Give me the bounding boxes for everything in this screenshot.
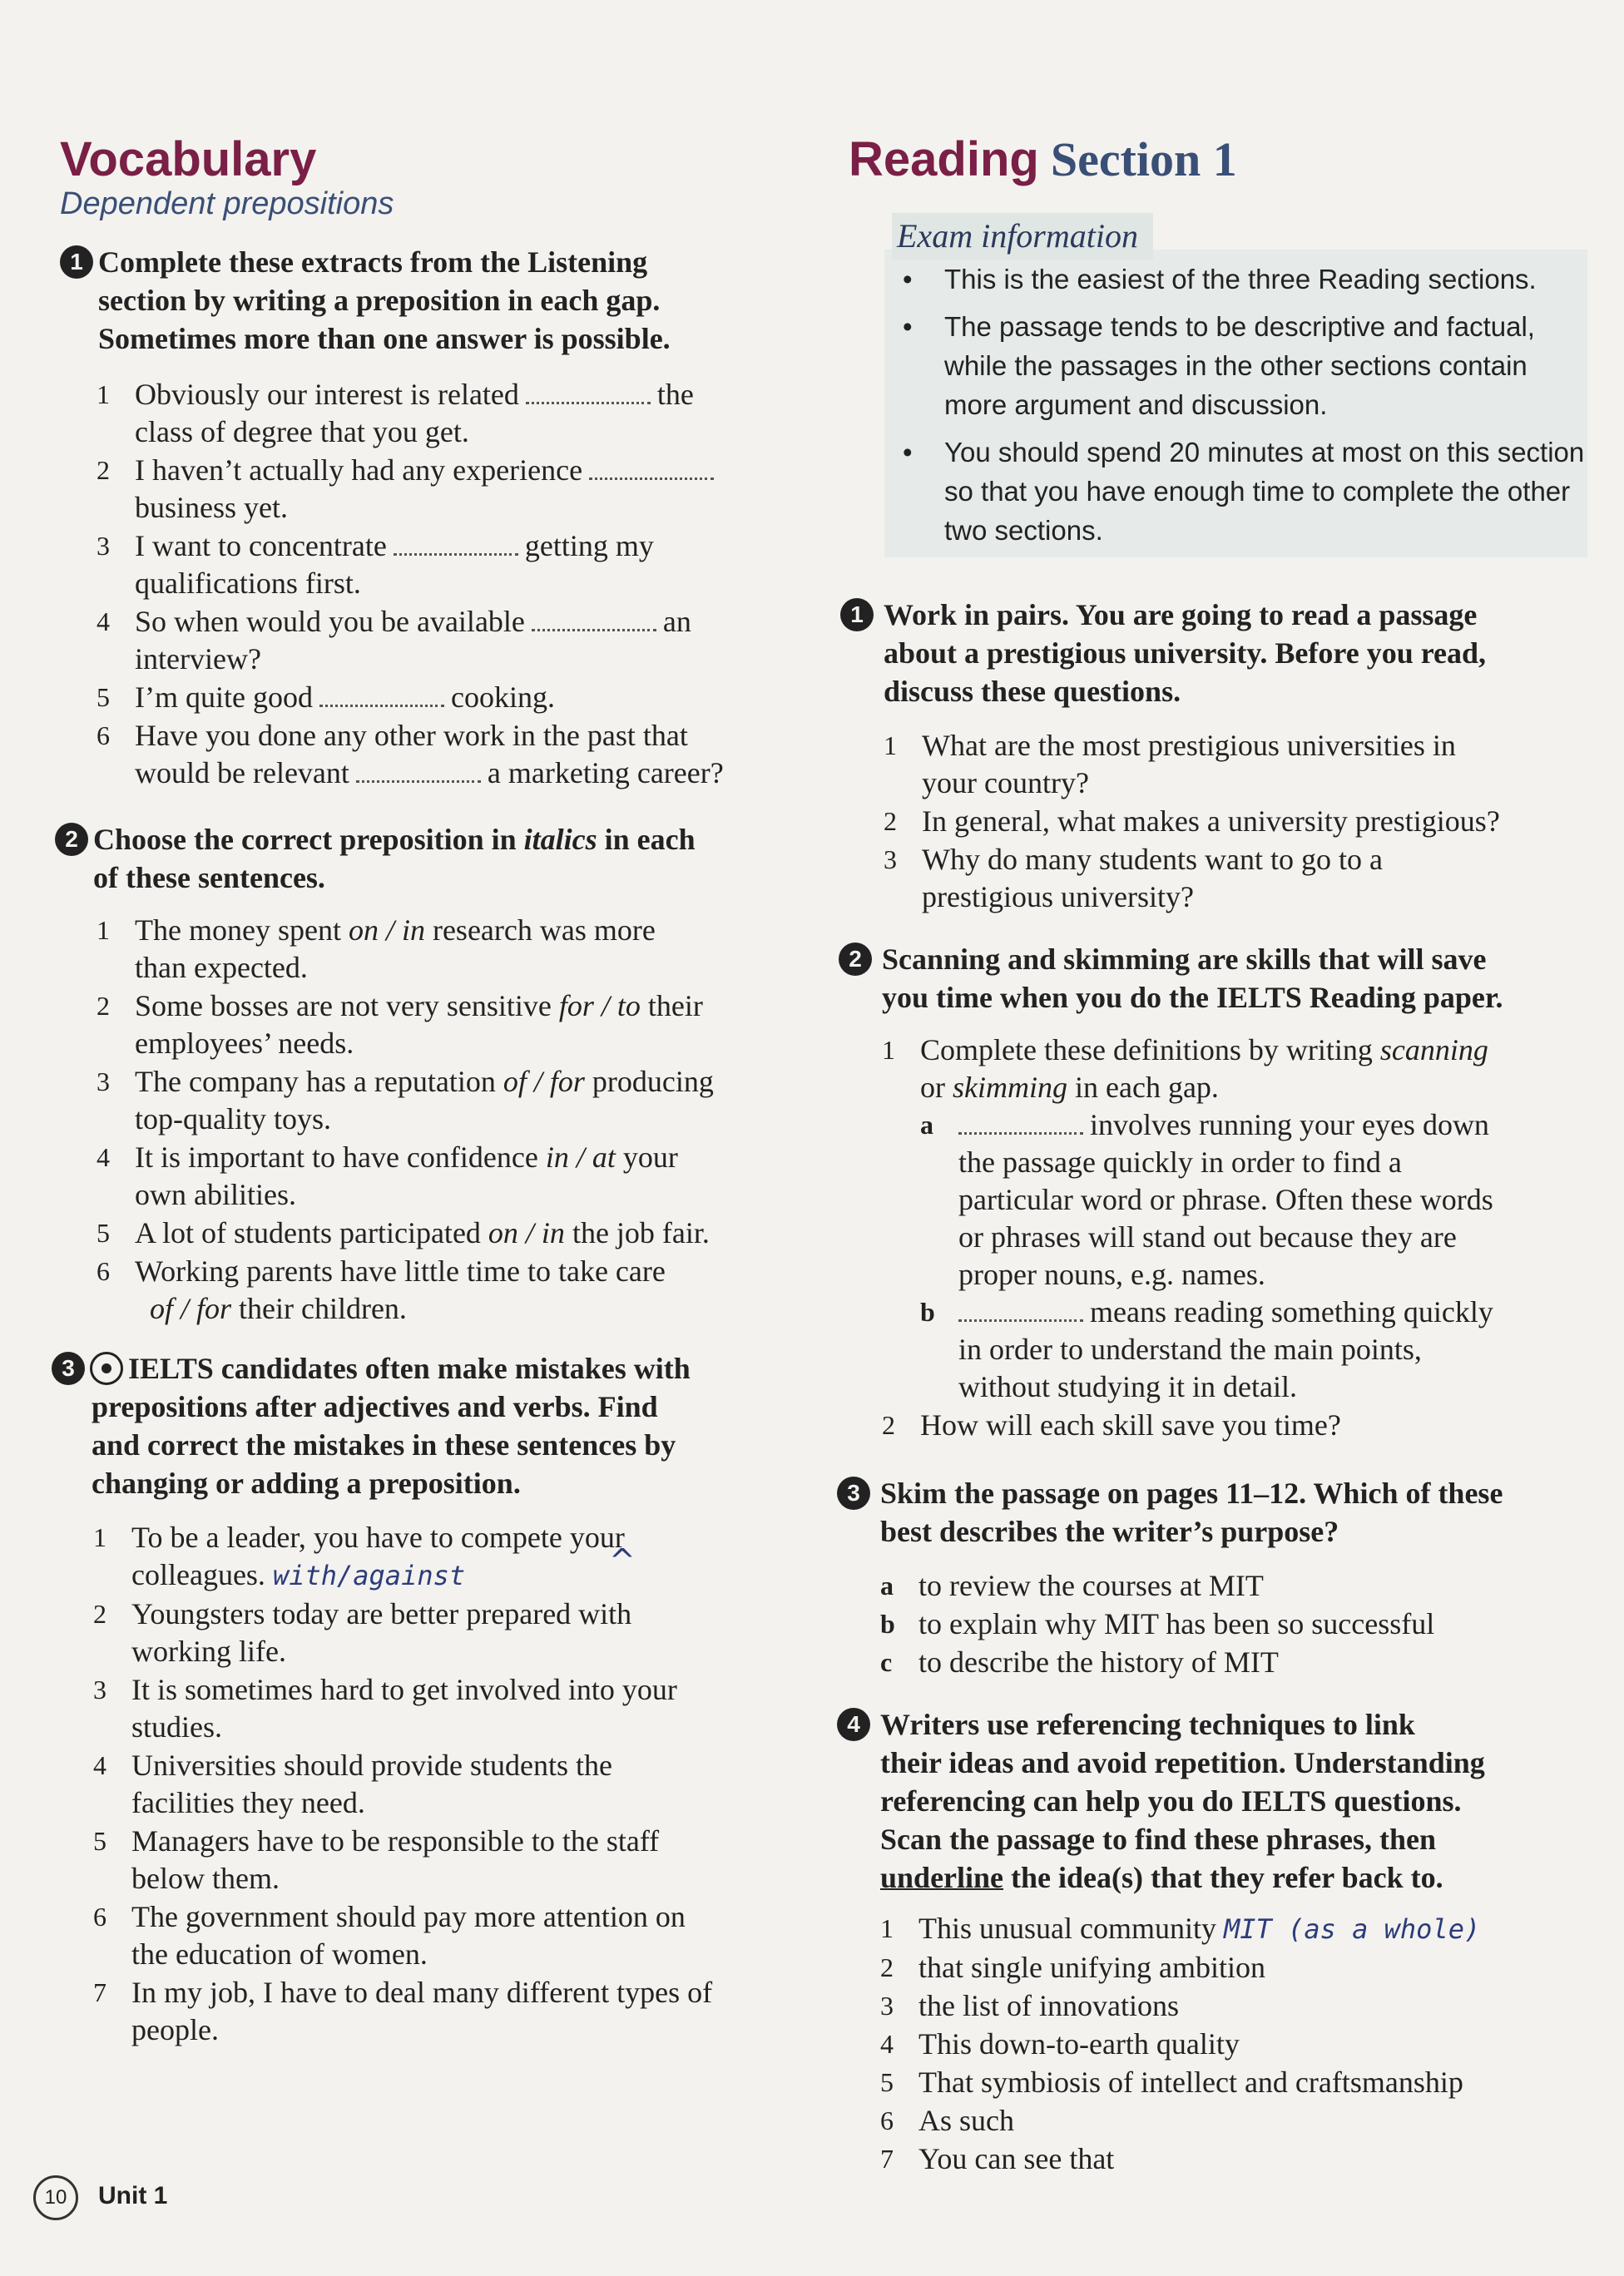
vocab-task-2-list <box>97 912 812 1328</box>
instruction-line: prepositions after adjectives and verbs. Find <box>92 1390 658 1423</box>
reading-task-3-options <box>880 1567 1596 1682</box>
list-item: 3 I want to concentrate getting my qualifications first. <box>97 529 654 600</box>
list-item: 2 In general, what makes a university prestigious? <box>884 804 1500 838</box>
list-item: 2 I haven’t actually had any experience business yet. <box>97 452 812 527</box>
vocab-task-3-list <box>93 1519 809 2050</box>
option-pair[interactable]: in / at <box>545 1140 616 1174</box>
instruction-line: Writers use referencing techniques to link <box>880 1708 1415 1741</box>
list-item: 6 Have you done any other work in the past that would be relevant a marketing career? <box>97 719 724 789</box>
task-number-badge: 3 <box>837 1477 870 1510</box>
option-pair[interactable]: for / to <box>558 989 641 1022</box>
list-item: 6 The government should pay more attention on the education of women. <box>93 1900 686 1971</box>
list-item: 5 Managers have to be responsible to the staff below them. <box>93 1824 660 1895</box>
instruction-line: Scanning and skimming are skills that will save <box>882 943 1487 976</box>
list-item: 3 The company has a reputation of / for producing top-quality toys. <box>97 1065 714 1136</box>
list-item: 2 How will each skill save you time? <box>882 1408 1341 1442</box>
list-item: 5 A lot of students participated on / in the job fair. <box>97 1216 710 1249</box>
list-item: 1 The money spent on / in research was more than expected. <box>97 913 656 984</box>
vocabulary-heading: Vocabulary <box>60 132 317 186</box>
list-item: 4 It is important to have confidence in / at your own abilities. <box>97 1140 678 1211</box>
answer-gap[interactable] <box>319 683 444 707</box>
instruction-line: Choose the correct preposition in italics in each <box>93 823 696 856</box>
option-item[interactable]: b to explain why MIT has been so successful <box>880 1607 1435 1640</box>
list-item: 6 As such <box>880 2104 1014 2137</box>
task-number-badge: 2 <box>55 823 88 856</box>
instruction-line: Sometimes more than one answer is possible. <box>98 322 671 355</box>
list-item: 1 Complete these definitions by writing scanning or skimming in each gap. a involves running your eyes down the passage quickly in order to find a particular word or phrase. Often these words or phrases will stand out because they are proper nouns, e.g. names. b means reading something quickly in order to understand the main points, without studying it in detail. <box>882 1032 1597 1406</box>
unit-label: Unit 1 <box>98 2182 168 2209</box>
list-item: 2 Youngsters today are better prepared with working life. <box>93 1597 632 1668</box>
list-item: 4 Universities should provide students the facilities they need. <box>93 1749 612 1819</box>
answer-gap[interactable] <box>356 759 481 783</box>
answer-gap[interactable] <box>532 607 656 631</box>
list-item: 6 Working parents have little time to take care of / for their children. <box>97 1254 666 1325</box>
option-item[interactable]: c to describe the history of MIT <box>880 1645 1279 1679</box>
vocab-task-2-instruction <box>55 820 795 897</box>
instruction-line: their ideas and avoid repetition. Understanding <box>880 1746 1485 1779</box>
instruction-line: Work in pairs. You are going to read a passage <box>884 598 1478 631</box>
exam-information-label: Exam information <box>892 213 1153 260</box>
list-item: 5 I’m quite good cooking. <box>97 680 555 714</box>
list-item: 1 To be a leader, you have to compete your colleagues. with/against ^ <box>93 1521 636 1591</box>
list-item: 3 It is sometimes hard to get involved into your studies. <box>93 1673 677 1744</box>
instruction-line: Complete these extracts from the Listening <box>98 245 648 279</box>
instruction-line: Scan the passage to find these phrases, then <box>880 1823 1437 1856</box>
task-number-badge: 2 <box>839 943 872 976</box>
insertion-caret-icon: ^ <box>609 1542 636 1579</box>
answer-gap[interactable] <box>526 380 651 404</box>
option-pair[interactable]: on / in <box>348 913 425 947</box>
answer-gap[interactable] <box>958 1111 1083 1135</box>
vocab-task-1-list <box>97 376 812 793</box>
instruction-line: about a prestigious university. Before you read, <box>884 636 1487 670</box>
option-item[interactable]: a to review the courses at MIT <box>880 1569 1264 1602</box>
bullet-item: • You should spend 20 minutes at most on this section so that you have enough time to complete the other two sections. <box>903 433 1585 550</box>
reading-task-2-instruction <box>839 940 1587 1017</box>
vocab-task-3-instruction <box>52 1349 800 1502</box>
vocabulary-subheading: Dependent prepositions <box>60 186 394 221</box>
handwritten-answer: with/against <box>272 1560 466 1591</box>
list-item: 5 That symbiosis of intellect and craftsmanship <box>880 2066 1463 2099</box>
instruction-line: best describes the writer’s purpose? <box>880 1515 1339 1548</box>
instruction-line: referencing can help you do IELTS questions. <box>880 1784 1462 1818</box>
task-number-badge: 1 <box>60 245 93 279</box>
task-number-badge: 3 <box>52 1352 85 1385</box>
instruction-line: of these sentences. <box>93 861 325 894</box>
option-pair[interactable]: on / in <box>488 1216 565 1249</box>
list-item: 3 the list of innovations <box>880 1989 1179 2022</box>
list-item: 7 In my job, I have to deal many different types of people. <box>93 1976 713 2046</box>
instruction-line: you time when you do the IELTS Reading paper. <box>882 981 1503 1014</box>
reading-task-2-list <box>882 1032 1597 1445</box>
handwritten-answer: MIT (as a whole) <box>1223 1913 1481 1945</box>
instruction-line: IELTS candidates often make mistakes with <box>128 1352 691 1385</box>
reading-task-3-instruction <box>837 1474 1586 1551</box>
list-item: 1 What are the most prestigious universities in your country? <box>884 729 1456 799</box>
answer-gap[interactable] <box>394 532 518 556</box>
option-pair[interactable]: of / for <box>150 1292 232 1325</box>
instruction-line: Skim the passage on pages 11–12. Which of these <box>880 1477 1503 1510</box>
task-number-badge: 1 <box>840 598 874 631</box>
list-item: 2 Some bosses are not very sensitive for / to their employees’ needs. <box>97 989 703 1060</box>
page-number: 10 <box>33 2175 78 2220</box>
list-item: 7 You can see that <box>880 2142 1115 2175</box>
instruction-line: and correct the mistakes in these sentences by <box>92 1428 676 1462</box>
list-item: 4 This down-to-earth quality <box>880 2027 1240 2061</box>
bullet-item: • This is the easiest of the three Reading sections. <box>903 260 1585 299</box>
list-item: 1 This unusual community MIT (as a whole) <box>880 1912 1481 1945</box>
list-item: 2 that single unifying ambition <box>880 1951 1265 1984</box>
instruction-line: changing or adding a preposition. <box>92 1467 521 1500</box>
answer-gap[interactable] <box>589 456 714 480</box>
reading-task-4-instruction <box>837 1705 1586 1897</box>
vocab-task-1-instruction <box>60 243 792 358</box>
task-number-badge: 4 <box>837 1708 870 1741</box>
definition-a: a involves running your eyes down the passage quickly in order to find a particular word or phrase. Often these words or phrases will stand out because they are proper nouns, e.g. names. <box>920 1108 1493 1291</box>
answer-gap[interactable] <box>958 1298 1083 1322</box>
reading-task-4-list <box>880 1910 1596 2179</box>
reading-task-1-list <box>884 727 1599 917</box>
instruction-line: section by writing a preposition in each gap. <box>98 284 661 317</box>
option-pair[interactable]: of / for <box>503 1065 585 1098</box>
bullet-item: • The passage tends to be descriptive and factual, while the passages in the other sections contain more argument and discussion. <box>903 307 1585 424</box>
common-mistakes-icon <box>90 1352 123 1385</box>
definition-b: b means reading something quickly in order to understand the main points, without studying it in detail. <box>920 1295 1493 1403</box>
instruction-line: discuss these questions. <box>884 675 1181 708</box>
list-item: 4 So when would you be available an interview? <box>97 605 691 675</box>
list-item: 1 Obviously our interest is related the class of degree that you get. <box>97 378 694 448</box>
reading-task-1-instruction <box>840 596 1589 710</box>
reading-heading: Reading Section 1 <box>849 132 1237 186</box>
exam-information-bullets <box>903 260 1585 558</box>
instruction-line: underline the idea(s) that they refer back to. <box>880 1861 1443 1894</box>
list-item: 3 Why do many students want to go to a prestigious university? <box>884 843 1383 913</box>
